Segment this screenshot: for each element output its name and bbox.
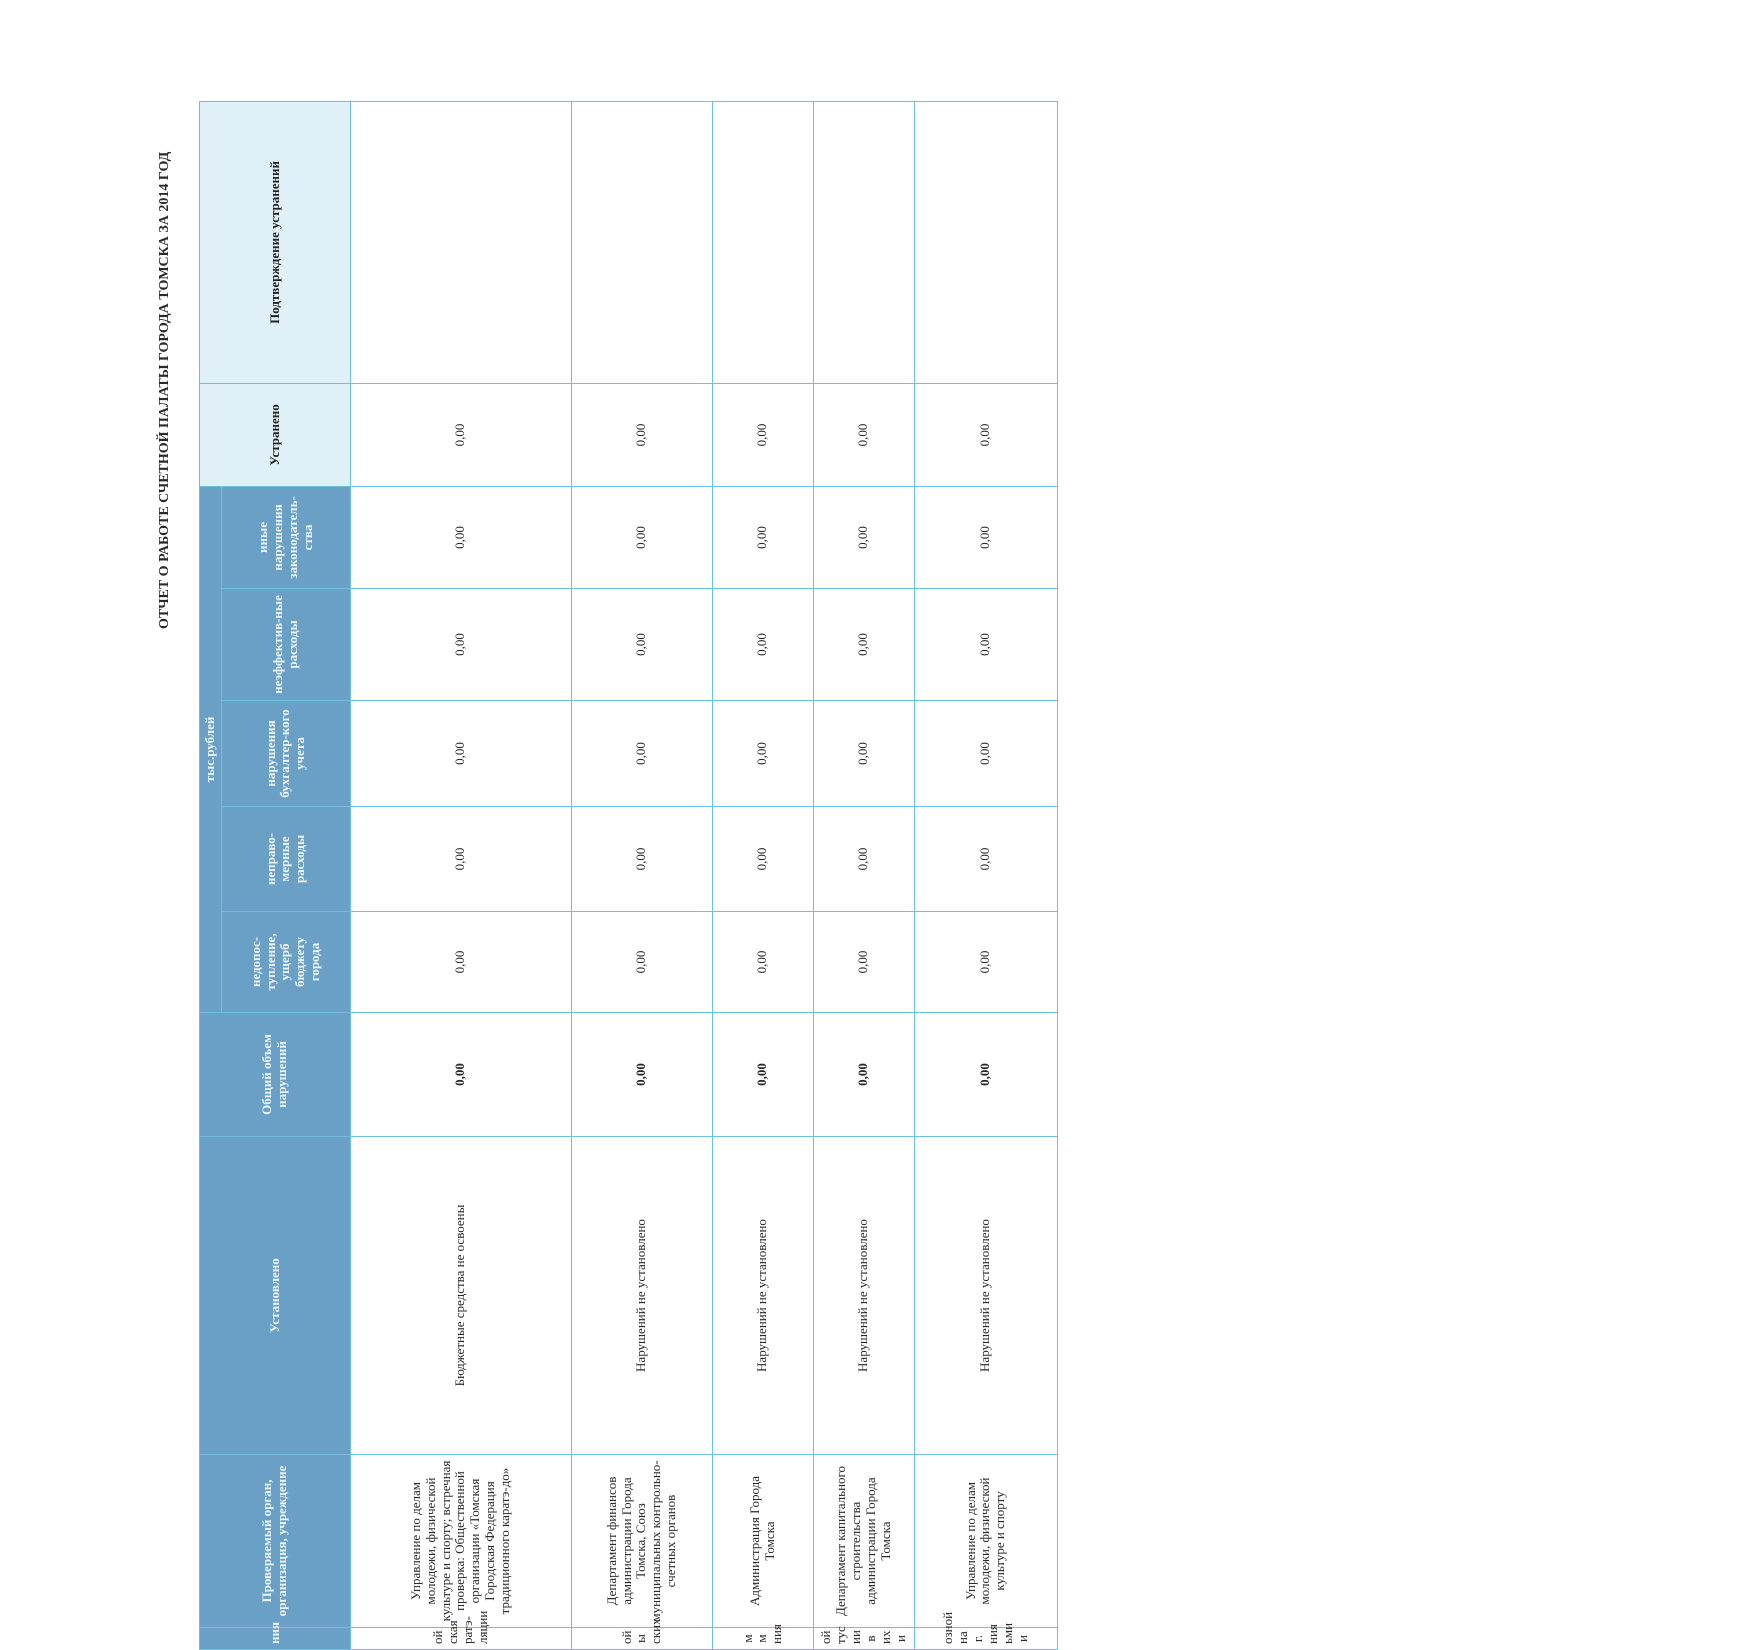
ineffective-cell: 0,00 — [914, 589, 1057, 701]
accounting-cell: 0,00 — [813, 701, 914, 807]
accounting-cell: 0,00 — [350, 701, 571, 807]
header-cut-column: ния — [200, 1628, 351, 1650]
fixed-cell: 0,00 — [914, 383, 1057, 486]
header-confirmation: Подтверждение устранений — [200, 101, 351, 383]
total-cell: 0,00 — [712, 1013, 813, 1137]
shortfall-cell: 0,00 — [914, 912, 1057, 1013]
confirmation-cell — [571, 101, 712, 383]
header-shortfall: недопос-тупление, ущерб бюджету города — [221, 912, 350, 1013]
page-title: ОТЧЕТ О РАБОТЕ СЧЕТНОЙ ПАЛАТЫ ГОРОДА ТОМСКА ЗА 2014 ГОД — [157, 151, 172, 629]
shortfall-cell: 0,00 — [350, 912, 571, 1013]
cut-cell: озной на г. ния ьми и — [914, 1628, 1057, 1650]
table-row — [712, 101, 813, 1649]
accounting-cell: 0,00 — [571, 701, 712, 807]
fixed-cell: 0,00 — [813, 383, 914, 486]
fixed-cell: 0,00 — [350, 383, 571, 486]
improper-cell: 0,00 — [350, 807, 571, 912]
header-fixed: Устранено — [200, 383, 351, 486]
confirmation-cell — [914, 101, 1057, 383]
established-cell: Бюджетные средства не освоены — [350, 1137, 571, 1455]
other-cell: 0,00 — [712, 486, 813, 588]
org-cell: Управление по делам молодежи, физической культуре и спорту — [914, 1455, 1057, 1628]
established-cell: Нарушений не установлено — [813, 1137, 914, 1455]
cut-cell: ой ы ских — [571, 1628, 712, 1650]
improper-cell: 0,00 — [813, 807, 914, 912]
fixed-cell: 0,00 — [571, 383, 712, 486]
org-cell: Департамент финансов администрации Города Томска, Союз муниципальных контрольно-счетных органов — [571, 1455, 712, 1628]
cut-cell: ой тус ии в их и — [813, 1628, 914, 1650]
established-cell: Нарушений не установлено — [914, 1137, 1057, 1455]
ineffective-cell: 0,00 — [712, 589, 813, 701]
accounting-cell: 0,00 — [914, 701, 1057, 807]
table-row — [914, 101, 1057, 1649]
table-row — [350, 101, 571, 1649]
confirmation-cell — [813, 101, 914, 383]
cut-cell: ой ская ратэ-ляции — [350, 1628, 571, 1650]
table-row — [571, 101, 712, 1649]
other-cell: 0,00 — [571, 486, 712, 588]
header-other: иные нарушения законодатель-ства — [221, 486, 350, 588]
other-cell: 0,00 — [813, 486, 914, 588]
org-cell: Управление по делам молодежи, физической культуре и спорту; встречная проверка: Общественной организации «Томская Городская Федерация традиционного каратэ-до» — [350, 1455, 571, 1628]
header-accounting: нарушения бухгалтер-кого учета — [221, 701, 350, 807]
established-cell: Нарушений не установлено — [571, 1137, 712, 1455]
header-total: Общий объем нарушений — [200, 1013, 351, 1137]
improper-cell: 0,00 — [571, 807, 712, 912]
cut-cell: м м ния — [712, 1628, 813, 1650]
shortfall-cell: 0,00 — [571, 912, 712, 1013]
established-cell: Нарушений не установлено — [712, 1137, 813, 1455]
header-improper: неправо-мерные расходы — [221, 807, 350, 912]
header-org: Проверяемый орган, организация, учреждение — [200, 1455, 351, 1628]
shortfall-cell: 0,00 — [813, 912, 914, 1013]
org-cell: Администрация Города Томска — [712, 1455, 813, 1628]
ineffective-cell: 0,00 — [350, 589, 571, 701]
confirmation-cell — [712, 101, 813, 383]
header-units: тыс.рублей — [200, 486, 222, 1012]
accounting-cell: 0,00 — [712, 701, 813, 807]
improper-cell: 0,00 — [914, 807, 1057, 912]
table-row — [813, 101, 914, 1649]
org-cell: Департамент капитального строительства администрации Города Томска — [813, 1455, 914, 1628]
fixed-cell: 0,00 — [712, 383, 813, 486]
other-cell: 0,00 — [350, 486, 571, 588]
total-cell: 0,00 — [350, 1013, 571, 1137]
report-table — [199, 161, 1747, 1650]
total-cell: 0,00 — [571, 1013, 712, 1137]
ineffective-cell: 0,00 — [813, 589, 914, 701]
other-cell: 0,00 — [914, 486, 1057, 588]
total-cell: 0,00 — [813, 1013, 914, 1137]
confirmation-cell — [350, 101, 571, 383]
header-established: Установлено — [200, 1137, 351, 1455]
ineffective-cell: 0,00 — [571, 589, 712, 701]
total-cell: 0,00 — [914, 1013, 1057, 1137]
header-row-1 — [200, 101, 222, 1649]
improper-cell: 0,00 — [712, 807, 813, 912]
header-ineffective: неэффектив-ные расходы — [221, 589, 350, 701]
shortfall-cell: 0,00 — [712, 912, 813, 1013]
